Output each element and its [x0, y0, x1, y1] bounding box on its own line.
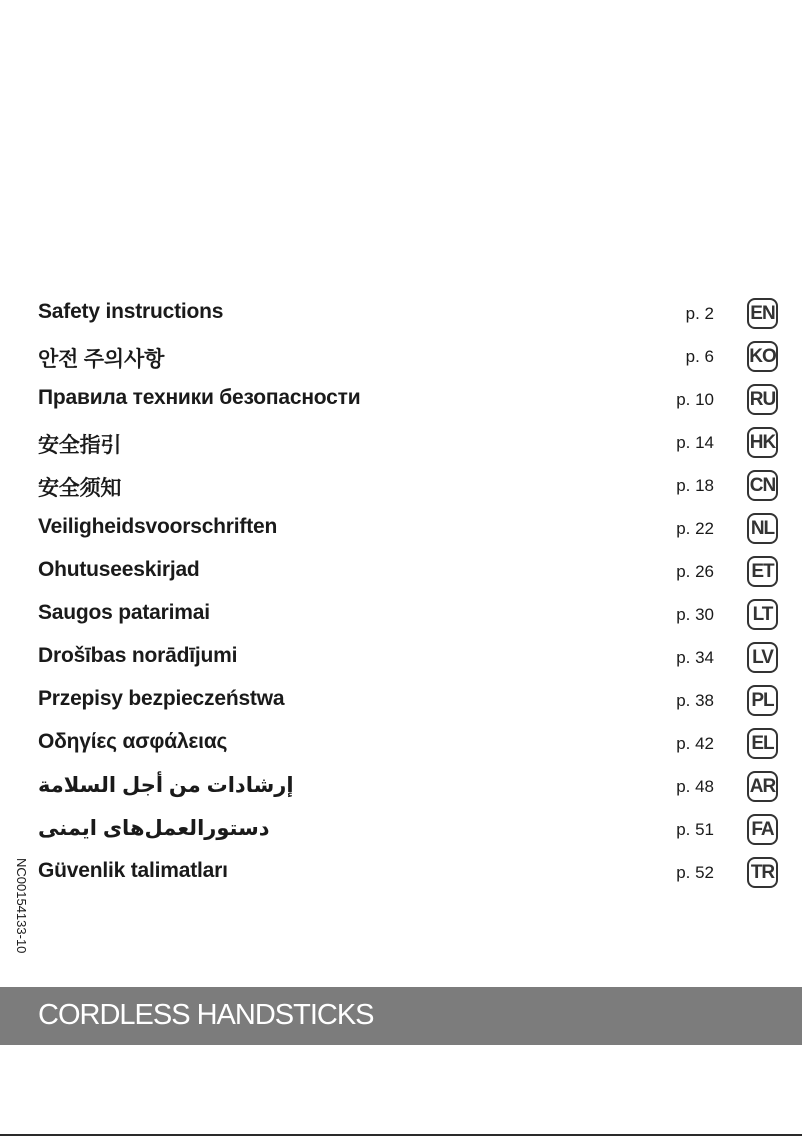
toc-title: Przepisy bezpieczeństwa [38, 687, 285, 710]
language-badge: EL [747, 728, 778, 759]
language-badge: RU [747, 384, 778, 415]
language-badge: ET [747, 556, 778, 587]
table-of-contents [0, 294, 802, 896]
toc-row-tr[interactable] [0, 853, 802, 896]
language-badge: TR [747, 857, 778, 888]
toc-page-number: p. 30 [676, 605, 714, 624]
toc-title: Güvenlik talimatları [38, 859, 228, 882]
toc-page-number: p. 18 [676, 476, 714, 495]
toc-row-ar[interactable] [0, 767, 802, 810]
product-banner [0, 987, 802, 1045]
product-title: CORDLESS HANDSTICKS [38, 999, 374, 1031]
language-badge: FA [747, 814, 778, 845]
language-badge: NL [747, 513, 778, 544]
toc-row-nl[interactable] [0, 509, 802, 552]
toc-title: 安全指引 [38, 434, 122, 457]
toc-title: 安全须知 [38, 477, 122, 500]
toc-title: Правила техники безопасности [38, 386, 361, 409]
language-badge: PL [747, 685, 778, 716]
toc-title: Drošības norādījumi [38, 644, 238, 667]
toc-row-cn[interactable] [0, 466, 802, 509]
toc-page-number: p. 6 [685, 347, 714, 366]
toc-title: Veiligheidsvoorschriften [38, 515, 278, 538]
toc-title: Οδηγίες ασφάλειας [38, 730, 228, 753]
toc-page-number: p. 10 [676, 390, 714, 409]
toc-page-number: p. 48 [676, 777, 714, 796]
toc-title: إرشادات من أجل السلامة [38, 774, 294, 797]
toc-page-number: p. 34 [676, 648, 714, 667]
toc-title: دستورالعمل‌های ایمنی [38, 817, 270, 840]
toc-row-et[interactable] [0, 552, 802, 595]
toc-page-number: p. 14 [676, 433, 714, 452]
toc-page-number: p. 52 [676, 863, 714, 882]
toc-row-en[interactable] [0, 294, 802, 337]
toc-row-ko[interactable] [0, 337, 802, 380]
language-badge: KO [747, 341, 778, 372]
toc-page-number: p. 22 [676, 519, 714, 538]
toc-row-el[interactable] [0, 724, 802, 767]
language-badge: AR [747, 771, 778, 802]
language-badge: CN [747, 470, 778, 501]
toc-title: Saugos patarimai [38, 601, 210, 624]
toc-row-lv[interactable] [0, 638, 802, 681]
toc-row-hk[interactable] [0, 423, 802, 466]
language-badge: HK [747, 427, 778, 458]
toc-page-number: p. 42 [676, 734, 714, 753]
toc-title: Ohutuseeskirjad [38, 558, 200, 581]
language-badge: LV [747, 642, 778, 673]
document-code: NC00154133-10 [14, 858, 29, 954]
toc-row-pl[interactable] [0, 681, 802, 724]
language-badge: LT [747, 599, 778, 630]
toc-row-lt[interactable] [0, 595, 802, 638]
toc-page-number: p. 38 [676, 691, 714, 710]
toc-page-number: p. 51 [676, 820, 714, 839]
toc-row-ru[interactable] [0, 380, 802, 423]
toc-page-number: p. 26 [676, 562, 714, 581]
toc-title: 안전 주의사항 [38, 348, 165, 371]
toc-row-fa[interactable] [0, 810, 802, 853]
language-badge: EN [747, 298, 778, 329]
toc-page-number: p. 2 [685, 304, 714, 323]
toc-title: Safety instructions [38, 300, 224, 323]
